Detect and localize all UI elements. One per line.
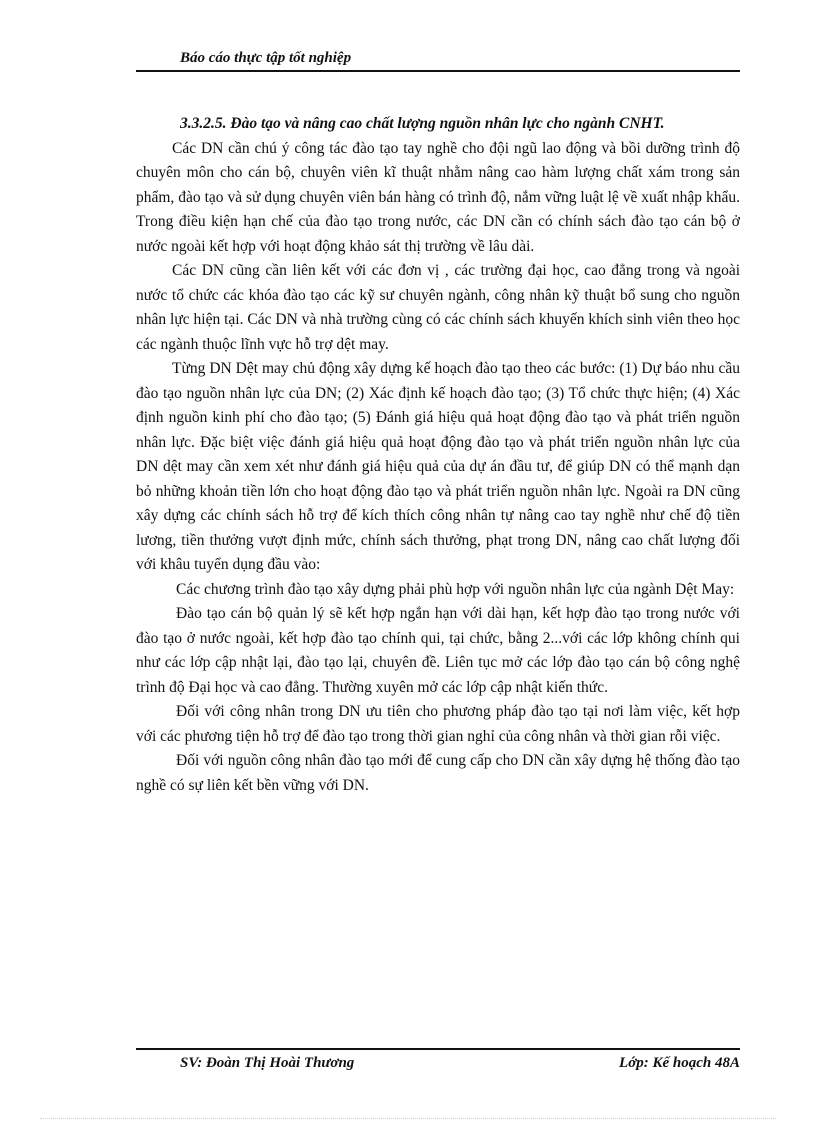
paragraph-7: Đối với nguồn công nhân đào tạo mới để cung cấp cho DN cần xây dựng hệ thống đào tạo nghề có sự liên kết bền vững với DN. xyxy=(136,752,740,794)
header-divider xyxy=(136,70,740,72)
page-header xyxy=(136,48,740,72)
section-heading: 3.3.2.5. Đào tạo và nâng cao chất lượng nguồn nhân lực cho ngành CNHT. xyxy=(180,115,665,132)
paragraph-5: Đào tạo cán bộ quản lý sẽ kết hợp ngắn hạn với dài hạn, kết hợp đào tạo trong nước với đào tạo ở nước ngoài, kết hợp đào tạo chính qui, tại chức, bằng 2...với các lớp không chính qui như các lớp cập nhật lại, đào tạo lại, chuyên đề. Liên tục mở các lớp đào tạo cán bộ công nghệ trình độ Đại học và cao đẳng. Thường xuyên mở các lớp cập nhật kiến thức. xyxy=(136,605,740,696)
paragraph-6: Đối với công nhân trong DN ưu tiên cho phương pháp đào tạo tại nơi làm việc, kết hợp với các phương tiện hỗ trợ để đào tạo trong thời gian nghỉ của công nhân và thời gian rỗi việc. xyxy=(136,703,740,745)
header-title: Báo cáo thực tập tốt nghiệp xyxy=(180,50,352,66)
paragraph-3: Từng DN Dệt may chủ động xây dựng kế hoạch đào tạo theo các bước: (1) Dự báo nhu cầu đào tạo nguồn nhân lực của DN; (2) Xác định kế hoạch đào tạo; (3) Tổ chức thực hiện; (4) Xác định nguồn kinh phí cho đào tạo; (5) Đánh giá hiệu quả hoạt động đào tạo và phát triển nguồn nhân lực. Đặc biệt việc đánh giá hiệu quả hoạt động đào tạo và phát triển nguồn nhân lực của DN dệt may cần xem xét như đánh giá hiệu quả của dự án đầu tư, để giúp DN có thể mạnh dạn bỏ những khoản tiền lớn cho hoạt động đào tạo và phát triển nguồn nhân lực. Ngoài ra DN cũng xây dựng các chính sách hỗ trợ để kích thích công nhân tự nâng cao tay nghề như chế độ tiền lương, tiền thưởng vượt định mức, chính sách thưởng, phạt trong DN, nâng cao chất lượng đối với khâu tuyển dụng đầu vào: xyxy=(136,360,740,573)
paragraph-1: Các DN cần chú ý công tác đào tạo tay nghề cho đội ngũ lao động và bồi dưỡng trình độ chuyên môn cho cán bộ, chuyên viên kĩ thuật nhằm nâng cao hàm lượng chất xám trong sản phẩm, đào tạo và sử dụng chuyên viên bán hàng có trình độ, nắm vững luật lệ về xuất nhập khẩu. Trong điều kiện hạn chế của đào tạo trong nước, các DN cần có chính sách đào tạo cán bộ ở nước ngoài kết hợp với hoạt động khảo sát thị trường về lâu dài. xyxy=(136,139,740,255)
paragraph-4: Các chương trình đào tạo xây dựng phải phù hợp với nguồn nhân lực của ngành Dệt May: xyxy=(176,580,735,598)
footer-student: SV: Đoàn Thị Hoài Thương xyxy=(180,1055,355,1071)
footer-class: Lớp: Kế hoạch 48A xyxy=(619,1055,740,1071)
paragraph-2: Các DN cũng cần liên kết với các đơn vị , các trường đại học, cao đẳng trong và ngoài nước tổ chức các khóa đào tạo các kỹ sư chuyên ngành, công nhân kỹ thuật bổ sung cho nguồn nhân lực hiện tại. Các DN và nhà trường cùng có các chính sách khuyến khích sinh viên theo học các ngành thuộc lĩnh vực hỗ trợ dệt may. xyxy=(136,262,740,353)
footer-divider xyxy=(136,1048,740,1050)
page-edge-dotted-line xyxy=(40,1118,776,1119)
page-body xyxy=(136,112,740,798)
